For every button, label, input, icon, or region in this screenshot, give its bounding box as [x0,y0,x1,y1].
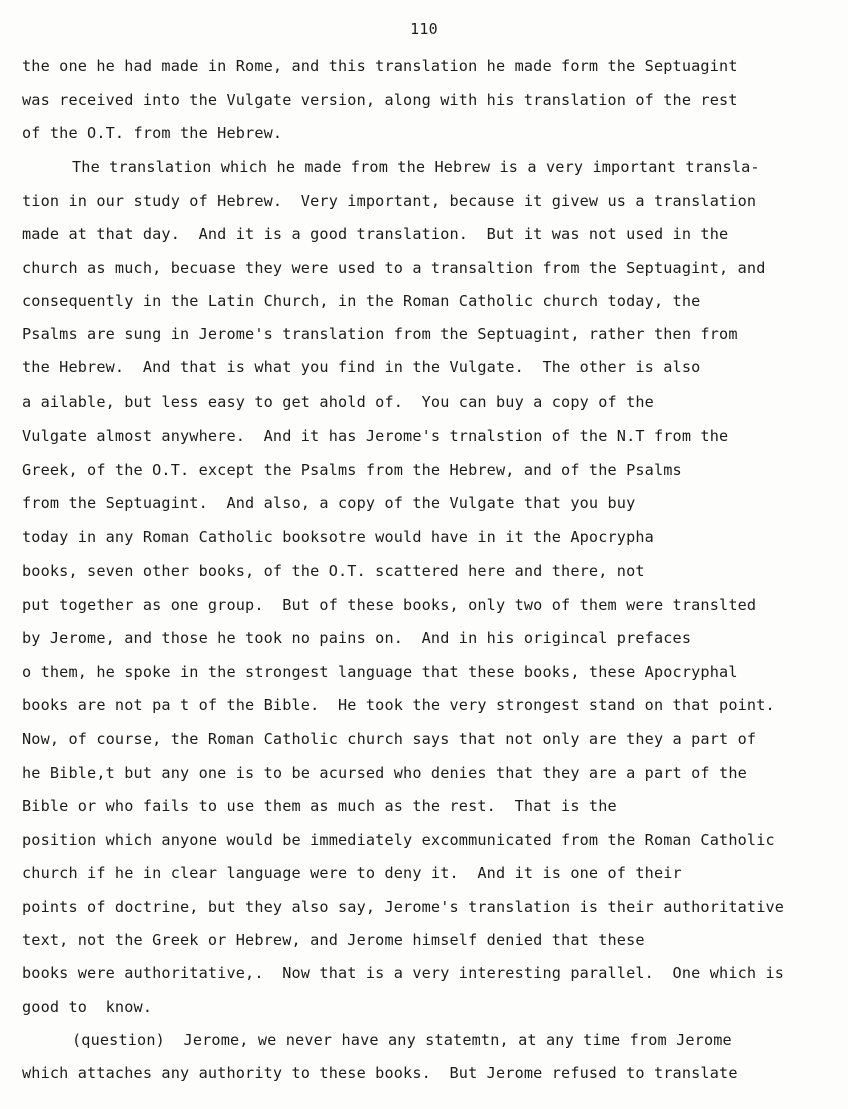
page-number: 110 [410,20,438,38]
text-line: by Jerome, and those he took no pains on. And in his origincal prefaces [22,629,692,647]
text-line: books were authoritative,. Now that is a very interesting parallel. One which is [22,964,785,982]
text-line: of the O.T. from the Hebrew. [22,124,283,142]
text-line: points of doctrine, but they also say, Jerome's translation is their authoritative [22,898,785,916]
text-line: today in any Roman Catholic booksotre would have in it the Apocrypha [22,528,654,546]
text-line: the Hebrew. And that is what you find in the Vulgate. The other is also [22,358,701,376]
text-line: which attaches any authority to these books. But Jerome refused to translate [22,1064,738,1082]
text-line: Bible or who fails to use them as much as the rest. That is the [22,797,617,815]
text-line: The translation which he made from the Hebrew is a very important transla- [72,158,760,176]
text-line: Vulgate almost anywhere. And it has Jerome's trnalstion of the N.T from the [22,427,729,445]
text-line: consequently in the Latin Church, in the Roman Catholic church today, the [22,292,701,310]
text-line: books are not pa t of the Bible. He took the very strongest stand on that point. [22,696,775,714]
text-line: a ailable, but less easy to get ahold of. You can buy a copy of the [22,393,654,411]
text-line: church if he in clear language were to deny it. And it is one of their [22,864,682,882]
text-line: Now, of course, the Roman Catholic church says that not only are they a part of [22,730,757,748]
text-line: o them, he spoke in the strongest language that these books, these Apocryphal [22,663,738,681]
text-line: church as much, becuase they were used to a transaltion from the Septuagint, and [22,259,766,277]
text-line: was received into the Vulgate version, along with his translation of the rest [22,91,738,109]
text-line: he Bible,t but any one is to be acursed who denies that they are a part of the [22,764,747,782]
text-line: from the Septuagint. And also, a copy of the Vulgate that you buy [22,494,636,512]
text-line: (question) Jerome, we never have any statemtn, at any time from Jerome [72,1031,732,1049]
text-line: position which anyone would be immediately excommunicated from the Roman Catholic [22,831,775,849]
text-line: Psalms are sung in Jerome's translation from the Septuagint, rather then from [22,325,738,343]
text-line: put together as one group. But of these books, only two of them were translted [22,596,757,614]
text-line: books, seven other books, of the O.T. scattered here and there, not [22,562,645,580]
text-line: made at that day. And it is a good translation. But it was not used in the [22,225,729,243]
text-line: good to know. [22,998,153,1016]
text-line: text, not the Greek or Hebrew, and Jerome himself denied that these [22,931,645,949]
text-line: Greek, of the O.T. except the Psalms from the Hebrew, and of the Psalms [22,461,682,479]
text-line: the one he had made in Rome, and this translation he made form the Septuagint [22,57,738,75]
text-line: tion in our study of Hebrew. Very important, because it givew us a translation [22,192,757,210]
